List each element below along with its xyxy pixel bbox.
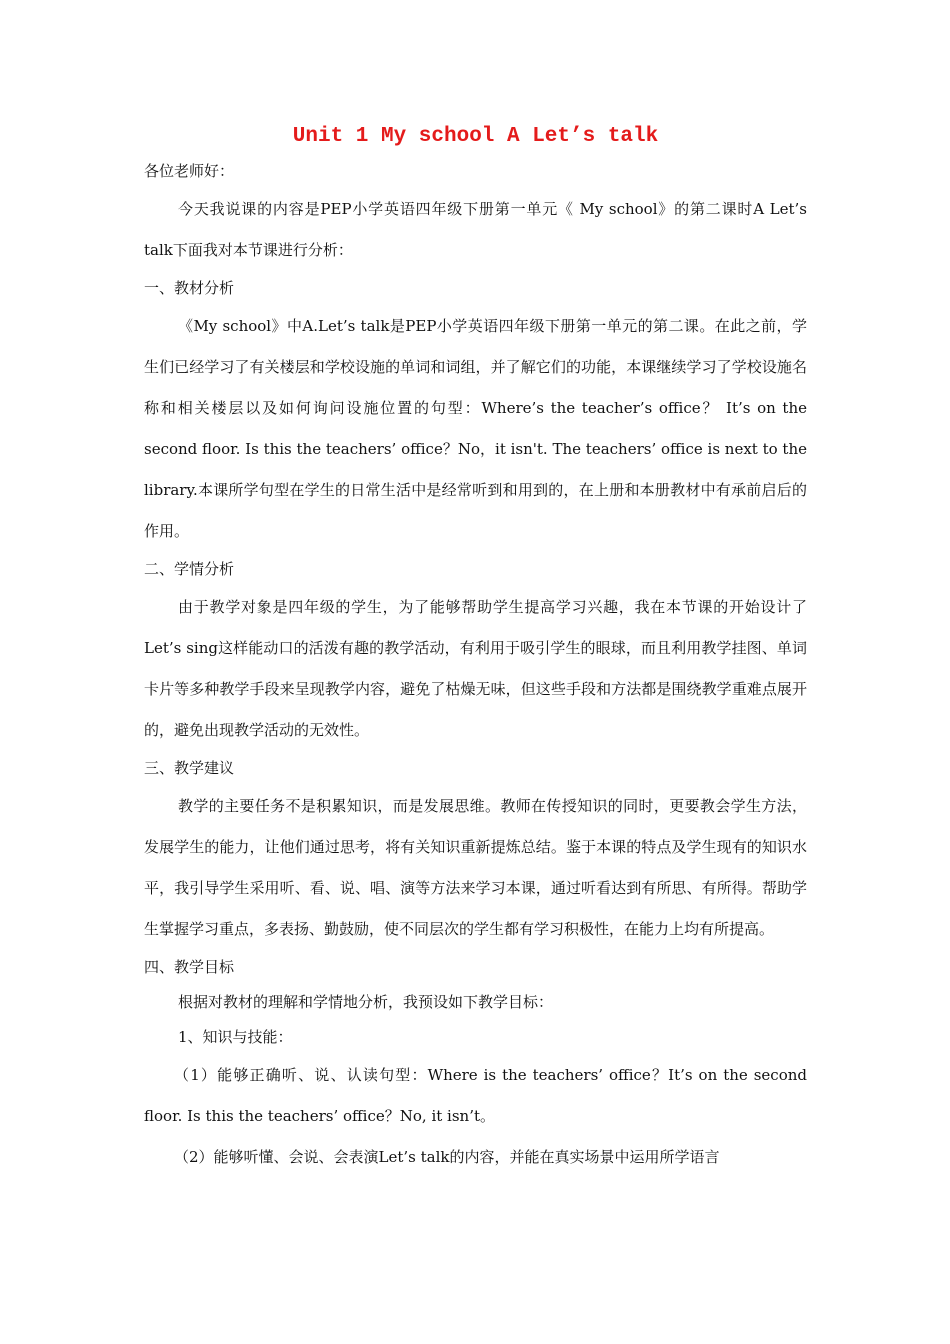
section-body-textbook-analysis: 《My school》中A.Let’s talk是PEP小学英语四年级下册第一单元的第二课。在此之前，学生们已经学习了有关楼层和学校设施的单词和词组，并了解它们的功能，本课继续学习了学校设施名称和相关楼层以及如何询问设施位置的句型：Where’s the teacher’s office？ It’s on the second floor. Is this the teachers’ office？No，it isn't. The teachers’ office is next to the library.本课所学句型在学生的日常生活中是经常听到和用到的，在上册和本册教材中有承前启后的作用。	[144, 317, 807, 540]
section-body-student-analysis: 由于教学对象是四年级的学生，为了能够帮助学生提高学习兴趣，我在本节课的开始设计了Let’s sing这样能动口的活泼有趣的教学活动，有利用于吸引学生的眼球，而且利用教学挂图、单词卡片等多种教学手段来呈现教学内容，避免了枯燥无味，但这些手段和方法都是围绕教学重难点展开的，避免出现教学活动的无效性。	[144, 598, 807, 739]
document-page	[144, 122, 807, 1178]
goal-item-2: （2）能够听懂、会说、会表演Let’s talk的内容，并能在真实场景中运用所学语言	[174, 1148, 720, 1166]
greeting: 各位老师好：	[144, 162, 235, 180]
section-heading-teaching-goals: 四、教学目标	[144, 958, 235, 976]
section-heading-textbook-analysis: 一、教材分析	[144, 279, 235, 297]
section-heading-student-analysis: 二、学情分析	[144, 560, 235, 578]
document-title: Unit 1 My school A Let’s talk	[292, 125, 659, 148]
section-body-teaching-goals: 根据对教材的理解和学情地分析，我预设如下教学目标：	[178, 993, 554, 1011]
section-heading-teaching-suggestions: 三、教学建议	[144, 759, 235, 777]
goal-subheading: 1、知识与技能：	[178, 1028, 293, 1046]
section-body-teaching-suggestions: 教学的主要任务不是积累知识，而是发展思维。教师在传授知识的同时，更要教会学生方法，发展学生的能力，让他们通过思考，将有关知识重新提炼总结。鉴于本课的特点及学生现有的知识水平，我引导学生采用听、看、说、唱、演等方法来学习本课，通过听看达到有所思、有所得。帮助学生掌握学习重点，多表扬、勤鼓励，使不同层次的学生都有学习积极性，在能力上均有所提高。	[144, 797, 807, 938]
goal-item-1: （1）能够正确听、说、认读句型：Where is the teachers’ office？It’s on the second floor. Is this the teachers’ office？No, it isn’t。	[144, 1066, 807, 1125]
intro-paragraph: 今天我说课的内容是PEP小学英语四年级下册第一单元《 My school》的第二课时A Let’s talk下面我对本节课进行分析：	[144, 200, 807, 259]
